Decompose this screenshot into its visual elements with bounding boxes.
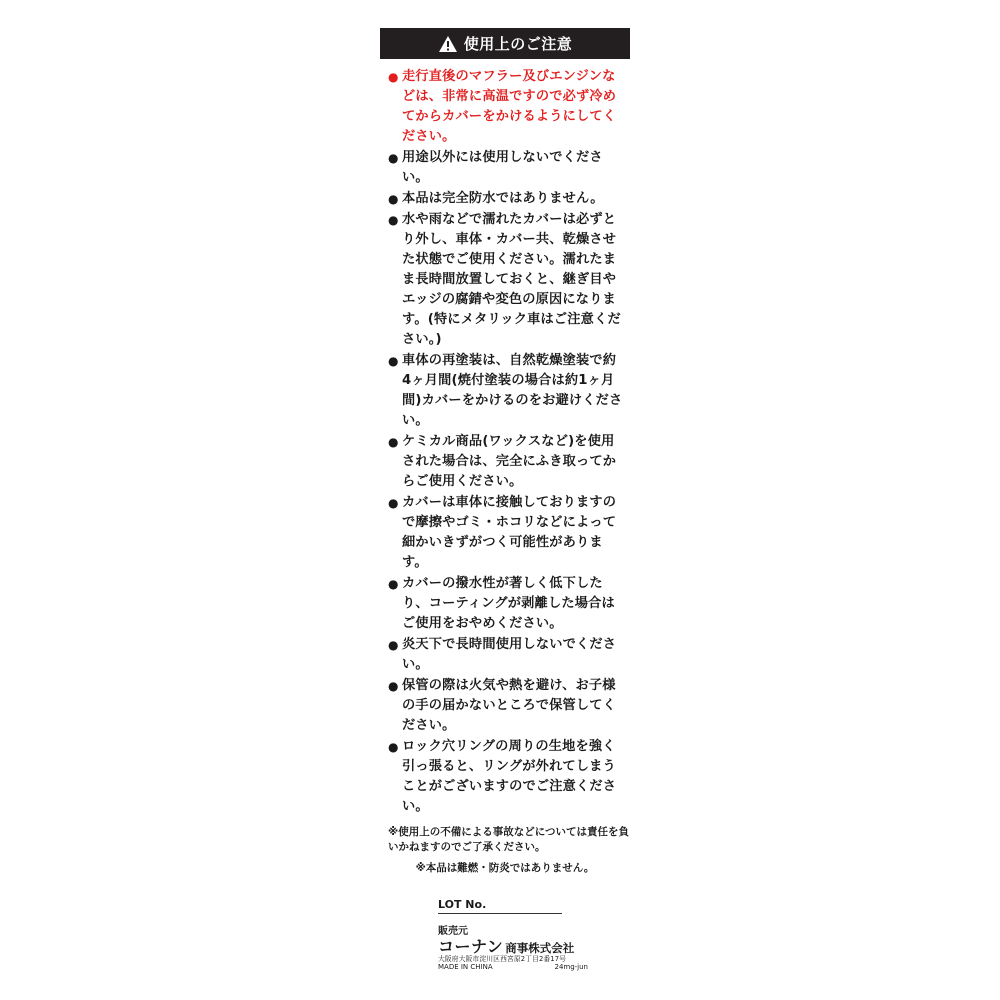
bullet-icon: ●: [388, 70, 399, 84]
caution-item-text: 車体の再塗装は、自然乾燥塗装で約4ヶ月間(焼付塗装の場合は約1ヶ月間)カバーをかけるのをお避けください。: [402, 353, 623, 428]
bullet-icon: ●: [388, 679, 399, 693]
caution-item-text: 用途以外には使用しないでください。: [402, 150, 603, 185]
caution-item: [388, 148, 624, 188]
caution-item-text: ロック穴リングの周りの生地を強く引っ張ると、リングが外れてしまうことがございますのでご注意ください。: [402, 739, 617, 814]
company-suffix: 商事株式会社: [505, 941, 575, 955]
product-code: 24mg-jun: [554, 963, 588, 971]
bullet-icon: ●: [388, 496, 399, 510]
caution-item-text: カバーは車体に接触しておりますので摩擦やゴミ・ホコリなどによって細かいきずがつく可能性があります。: [402, 495, 617, 570]
bullet-icon: ●: [388, 151, 399, 165]
caution-item-text: 水や雨などで濡れたカバーは必ずとり外し、車体・カバー共、乾燥させた状態でご使用ください。濡れたまま長時間放置しておくと、継ぎ目やエッジの腐錆や変色の原因になります。(特にメタリック車はご注意ください。): [402, 212, 621, 347]
origin-row: [438, 963, 588, 971]
company-address: 大阪府大阪市淀川区西宮原2丁目2番17号: [438, 955, 567, 963]
caution-panel: [380, 28, 630, 876]
bullet-icon: ●: [388, 192, 399, 206]
caution-item-text: ケミカル商品(ワックスなど)を使用された場合は、完全にふき取ってからご使用ください。: [402, 434, 617, 489]
bullet-icon: ●: [388, 354, 399, 368]
caution-item: [388, 737, 624, 817]
caution-item: [388, 67, 624, 147]
caution-item: [388, 635, 624, 675]
caution-header: [380, 28, 630, 59]
flammability-note: ※本品は難燃・防炎ではありません。: [415, 862, 595, 874]
caution-item-text: 炎天下で長時間使用しないでください。: [402, 637, 617, 672]
bullet-icon: ●: [388, 435, 399, 449]
brand-logo: コーナン: [438, 937, 504, 956]
caution-item: [388, 676, 624, 736]
seller-label: 販売元: [438, 926, 468, 937]
caution-item-text: 走行直後のマフラー及びエンジンなどは、非常に高温ですので必ず冷めてからカバーをかけるようにしてください。: [402, 69, 617, 144]
caution-item: [388, 351, 624, 431]
disclaimer-note: ※使用上の不備による事故などについては責任を負いかねますのでご了承ください。: [388, 826, 629, 853]
caution-item-text: カバーの撥水性が著しく低下したり、コーティングが剥離した場合はご使用をおやめください。: [402, 576, 615, 631]
caution-item: [388, 189, 624, 209]
caution-list: [388, 67, 624, 817]
caution-title: 使用上のご注意: [463, 35, 573, 53]
bullet-icon: ●: [388, 213, 399, 227]
caution-item: [388, 493, 624, 573]
lot-number-label: LOT No.: [438, 898, 562, 914]
caution-item: [388, 574, 624, 634]
caution-item: [388, 432, 624, 492]
caution-item-text: 本品は完全防水ではありません。: [402, 191, 604, 206]
warning-triangle-icon: [438, 35, 458, 53]
bullet-icon: ●: [388, 577, 399, 591]
bullet-icon: ●: [388, 638, 399, 652]
made-in-label: MADE IN CHINA: [438, 963, 493, 971]
notes: [380, 825, 630, 876]
caution-item: [388, 210, 624, 350]
bullet-icon: ●: [388, 740, 399, 754]
caution-item-text: 保管の際は火気や熱を避け、お子様の手の届かないところで保管してください。: [402, 678, 617, 733]
